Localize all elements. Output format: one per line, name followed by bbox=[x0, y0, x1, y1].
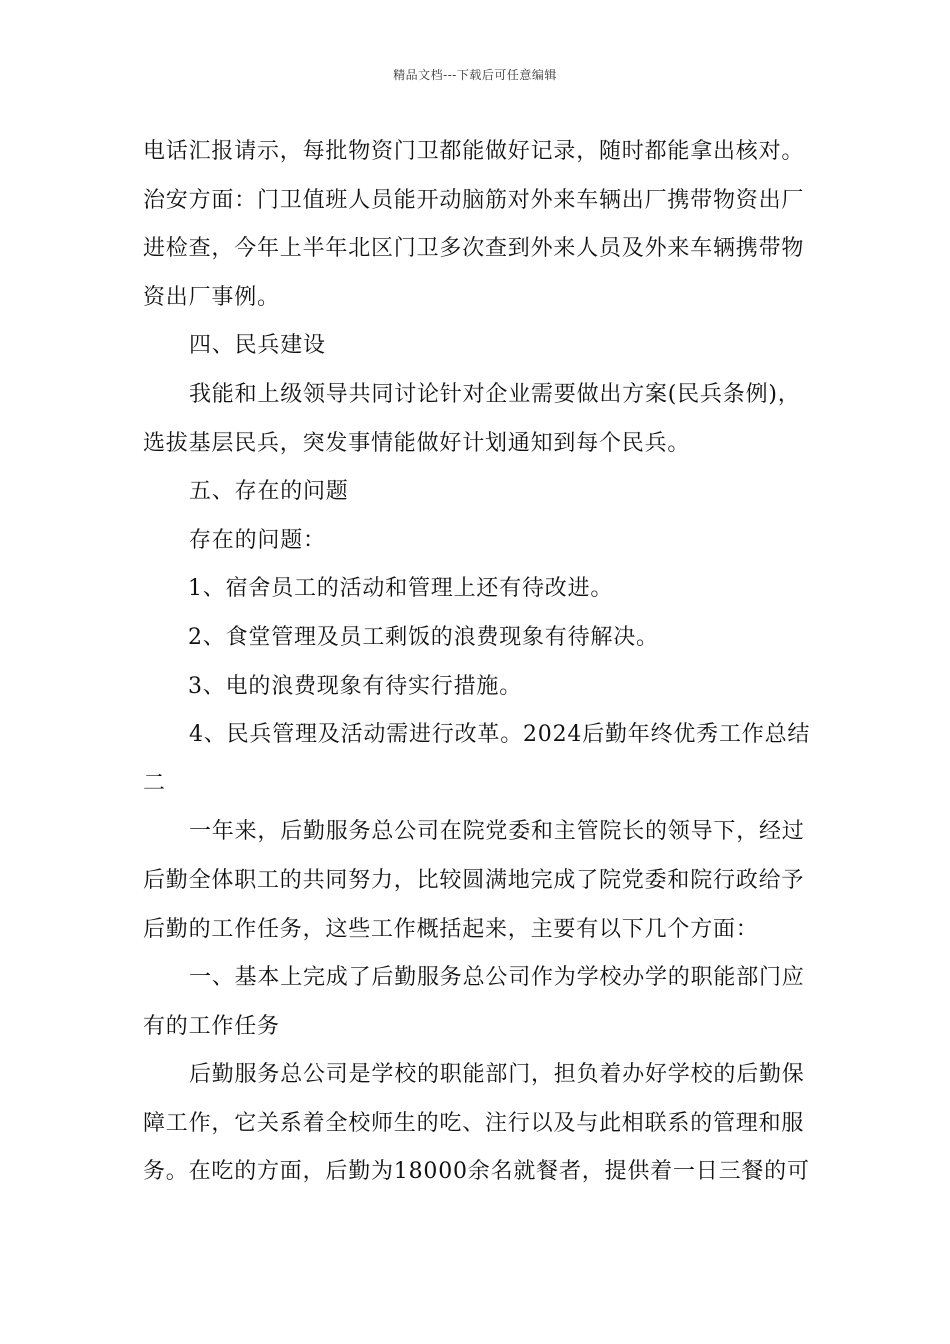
section-heading: 一、基本上完成了后勤服务总公司作为学校办学的职能部门应 bbox=[189, 965, 805, 991]
section-heading: 五、存在的问题 bbox=[189, 479, 349, 505]
text-line: 资出厂事例。 bbox=[143, 284, 280, 310]
section-heading: 四、民兵建设 bbox=[189, 333, 326, 359]
page-header: 精品文档---下载后可任意编辑 bbox=[393, 68, 557, 82]
text-line: 后勤的工作任务，这些工作概括起来，主要有以下几个方面： bbox=[143, 916, 759, 942]
list-item: 3、电的浪费现象有待实行措施。 bbox=[188, 673, 522, 699]
text-line: 我能和上级领导共同讨论针对企业需要做出方案(民兵条例)， bbox=[189, 381, 801, 407]
list-item: 2、食堂管理及员工剩饭的浪费现象有待解决。 bbox=[188, 624, 659, 650]
text-line: 障工作，它关系着全校师生的吃、注行以及与此相联系的管理和服 bbox=[143, 1110, 805, 1136]
document-body bbox=[143, 128, 811, 1197]
text-line: 治安方面：门卫值班人员能开动脑筋对外来车辆出厂携带物资出厂 bbox=[143, 187, 805, 213]
text-line: 有的工作任务 bbox=[143, 1013, 280, 1039]
text-line: 存在的问题： bbox=[189, 527, 326, 553]
text-line: 后勤全体职工的共同努力，比较圆满地完成了院党委和院行政给予 bbox=[143, 867, 805, 893]
text-line: 进检查，今年上半年北区门卫多次查到外来人员及外来车辆携带物 bbox=[143, 236, 805, 262]
text-line: 选拔基层民兵，突发事情能做好计划通知到每个民兵。 bbox=[143, 430, 691, 456]
text-line: 电话汇报请示，每批物资门卫都能做好记录，随时都能拿出核对。 bbox=[143, 139, 805, 164]
list-item: 1、宿舍员工的活动和管理上还有待改进。 bbox=[188, 576, 614, 602]
list-item: 4、民兵管理及活动需进行改革。2024后勤年终优秀工作总结 bbox=[189, 722, 811, 748]
text-line: 务。在吃的方面，后勤为18000余名就餐者，提供着一日三餐的可 bbox=[143, 1159, 810, 1185]
text-line: 一年来，后勤服务总公司在院党委和主管院长的领导下，经过 bbox=[189, 819, 805, 845]
text-line: 二 bbox=[143, 770, 166, 796]
text-line: 后勤服务总公司是学校的职能部门，担负着办好学校的后勤保 bbox=[189, 1062, 805, 1088]
